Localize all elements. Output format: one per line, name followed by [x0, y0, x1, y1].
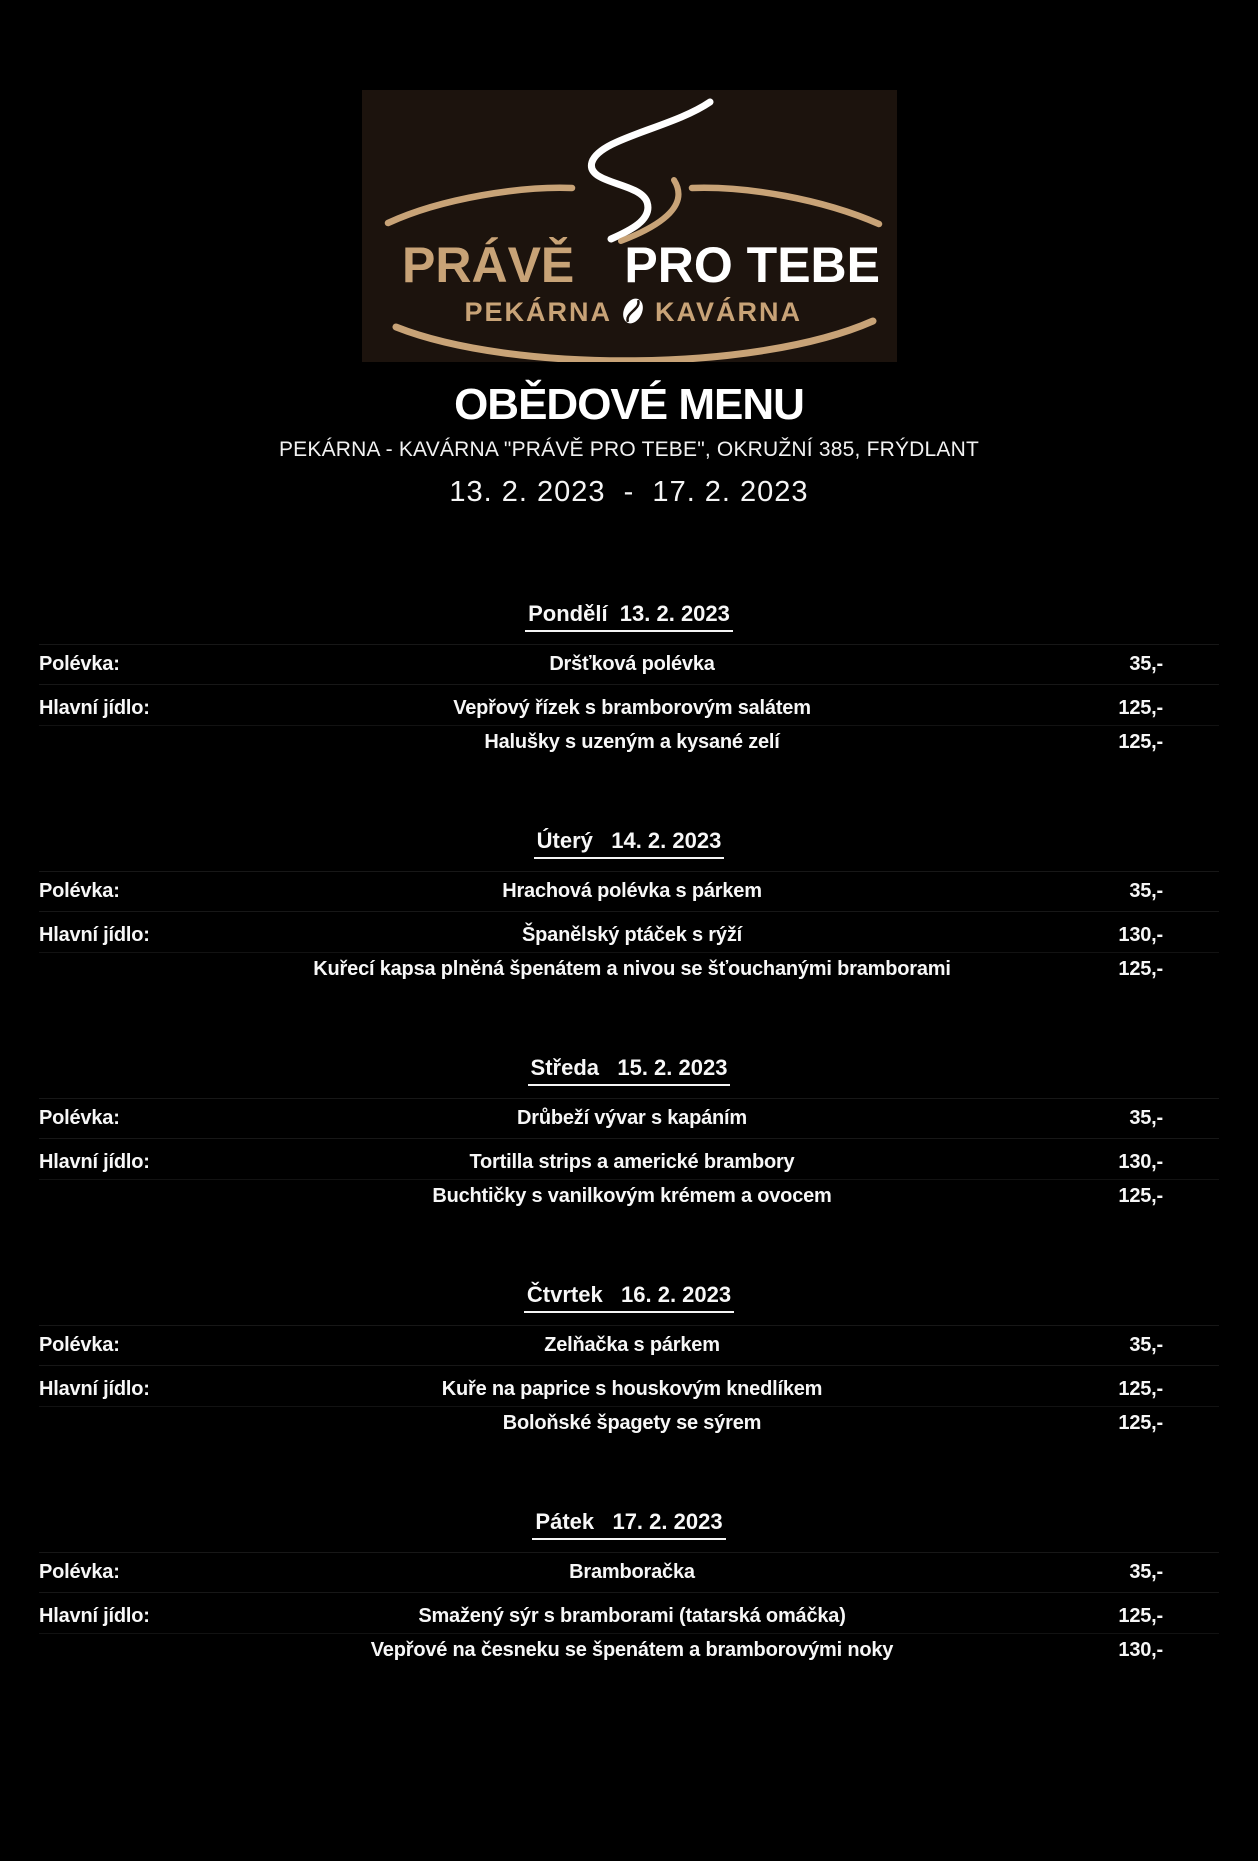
dish-price: 125,- — [1118, 1605, 1163, 1627]
dish-price: 130,- — [1118, 1639, 1163, 1661]
course-label: Hlavní jídlo: — [39, 1605, 150, 1627]
page-title: OBĚDOVÉ MENU — [454, 380, 804, 429]
dish-price: 35,- — [1129, 1334, 1163, 1356]
brand-name-rest: PRO TEBE — [623, 237, 880, 293]
course-label: Hlavní jídlo: — [39, 1378, 150, 1400]
dish-name: Bramboračka — [569, 1561, 695, 1583]
day-section-thursday — [39, 1282, 1219, 1441]
dish-price: 125,- — [1118, 958, 1163, 980]
course-label: Hlavní jídlo: — [39, 924, 150, 946]
dish-name: Smažený sýr s bramborami (tatarská omáčka) — [418, 1605, 846, 1627]
logo-subtitle-left: PEKÁRNA — [463, 297, 612, 327]
menu-row — [39, 1371, 1219, 1407]
dish-price: 35,- — [1129, 653, 1163, 675]
dish-name: Zelňačka s párkem — [544, 1334, 720, 1356]
dish-name: Kuře na paprice s houskovým knedlíkem — [441, 1378, 823, 1400]
day-section-friday — [39, 1509, 1219, 1668]
dish-name: Halušky s uzeným a kysané zelí — [484, 731, 780, 753]
dish-price: 130,- — [1118, 1151, 1163, 1173]
day-header: Čtvrtek 16. 2. 2023 — [524, 1282, 734, 1313]
dish-name: Dršťková polévka — [549, 653, 715, 675]
menu-row — [39, 953, 1219, 987]
dish-name: Vepřové na česneku se špenátem a bramborovými noky — [370, 1639, 894, 1661]
course-label: Polévka: — [39, 1561, 120, 1583]
dish-price: 130,- — [1118, 924, 1163, 946]
menu-sections — [0, 601, 1258, 1668]
menu-row — [39, 1634, 1219, 1668]
day-header: Úterý 14. 2. 2023 — [534, 828, 725, 859]
brand-logo — [362, 90, 897, 362]
dish-price: 125,- — [1118, 697, 1163, 719]
menu-page — [0, 90, 1258, 1861]
menu-row — [39, 1098, 1219, 1139]
course-label: Polévka: — [39, 1334, 120, 1356]
dish-price: 35,- — [1129, 1107, 1163, 1129]
dish-name: Drůbeží vývar s kapáním — [517, 1107, 747, 1129]
menu-row — [39, 1598, 1219, 1634]
dish-price: 125,- — [1118, 731, 1163, 753]
dish-name: Vepřový řízek s bramborovým salátem — [453, 697, 811, 719]
logo-subtitle-right: KAVÁRNA — [654, 297, 802, 327]
dish-price: 35,- — [1129, 1561, 1163, 1583]
course-label: Polévka: — [39, 653, 120, 675]
menu-row — [39, 1552, 1219, 1593]
menu-row — [39, 871, 1219, 912]
menu-row — [39, 1325, 1219, 1366]
menu-row — [39, 1407, 1219, 1441]
day-section-tuesday — [39, 828, 1219, 987]
menu-row — [39, 690, 1219, 726]
dish-name: Hrachová polévka s párkem — [502, 880, 762, 902]
course-label: Polévka: — [39, 1107, 120, 1129]
dish-name: Španělský ptáček s rýží — [522, 924, 742, 946]
menu-row — [39, 1144, 1219, 1180]
menu-row — [39, 1180, 1219, 1214]
dish-price: 125,- — [1118, 1378, 1163, 1400]
address-line: PEKÁRNA - KAVÁRNA "PRÁVĚ PRO TEBE", OKRUŽNÍ 385, FRÝDLANT — [278, 438, 980, 461]
day-header: Pondělí 13. 2. 2023 — [525, 601, 733, 632]
day-header: Středa 15. 2. 2023 — [528, 1055, 731, 1086]
dish-price: 125,- — [1118, 1185, 1163, 1207]
menu-row — [39, 644, 1219, 685]
dish-price: 35,- — [1129, 880, 1163, 902]
day-section-monday — [39, 601, 1219, 760]
day-header: Pátek 17. 2. 2023 — [532, 1509, 725, 1540]
course-label: Hlavní jídlo: — [39, 1151, 150, 1173]
course-label: Hlavní jídlo: — [39, 697, 150, 719]
day-section-wednesday — [39, 1055, 1219, 1214]
dish-name: Boloňské špagety se sýrem — [502, 1412, 762, 1434]
dish-name: Tortilla strips a americké brambory — [469, 1151, 795, 1173]
menu-row — [39, 917, 1219, 953]
dish-name: Kuřecí kapsa plněná špenátem a nivou se šťouchanými bramborami — [313, 958, 951, 980]
brand-name-accent: PRÁVĚ — [401, 237, 574, 293]
dish-price: 125,- — [1118, 1412, 1163, 1434]
week-date-range: 13. 2. 2023 - 17. 2. 2023 — [449, 476, 809, 508]
menu-row — [39, 726, 1219, 760]
course-label: Polévka: — [39, 880, 120, 902]
dish-name: Buchtičky s vanilkovým krémem a ovocem — [432, 1185, 832, 1207]
